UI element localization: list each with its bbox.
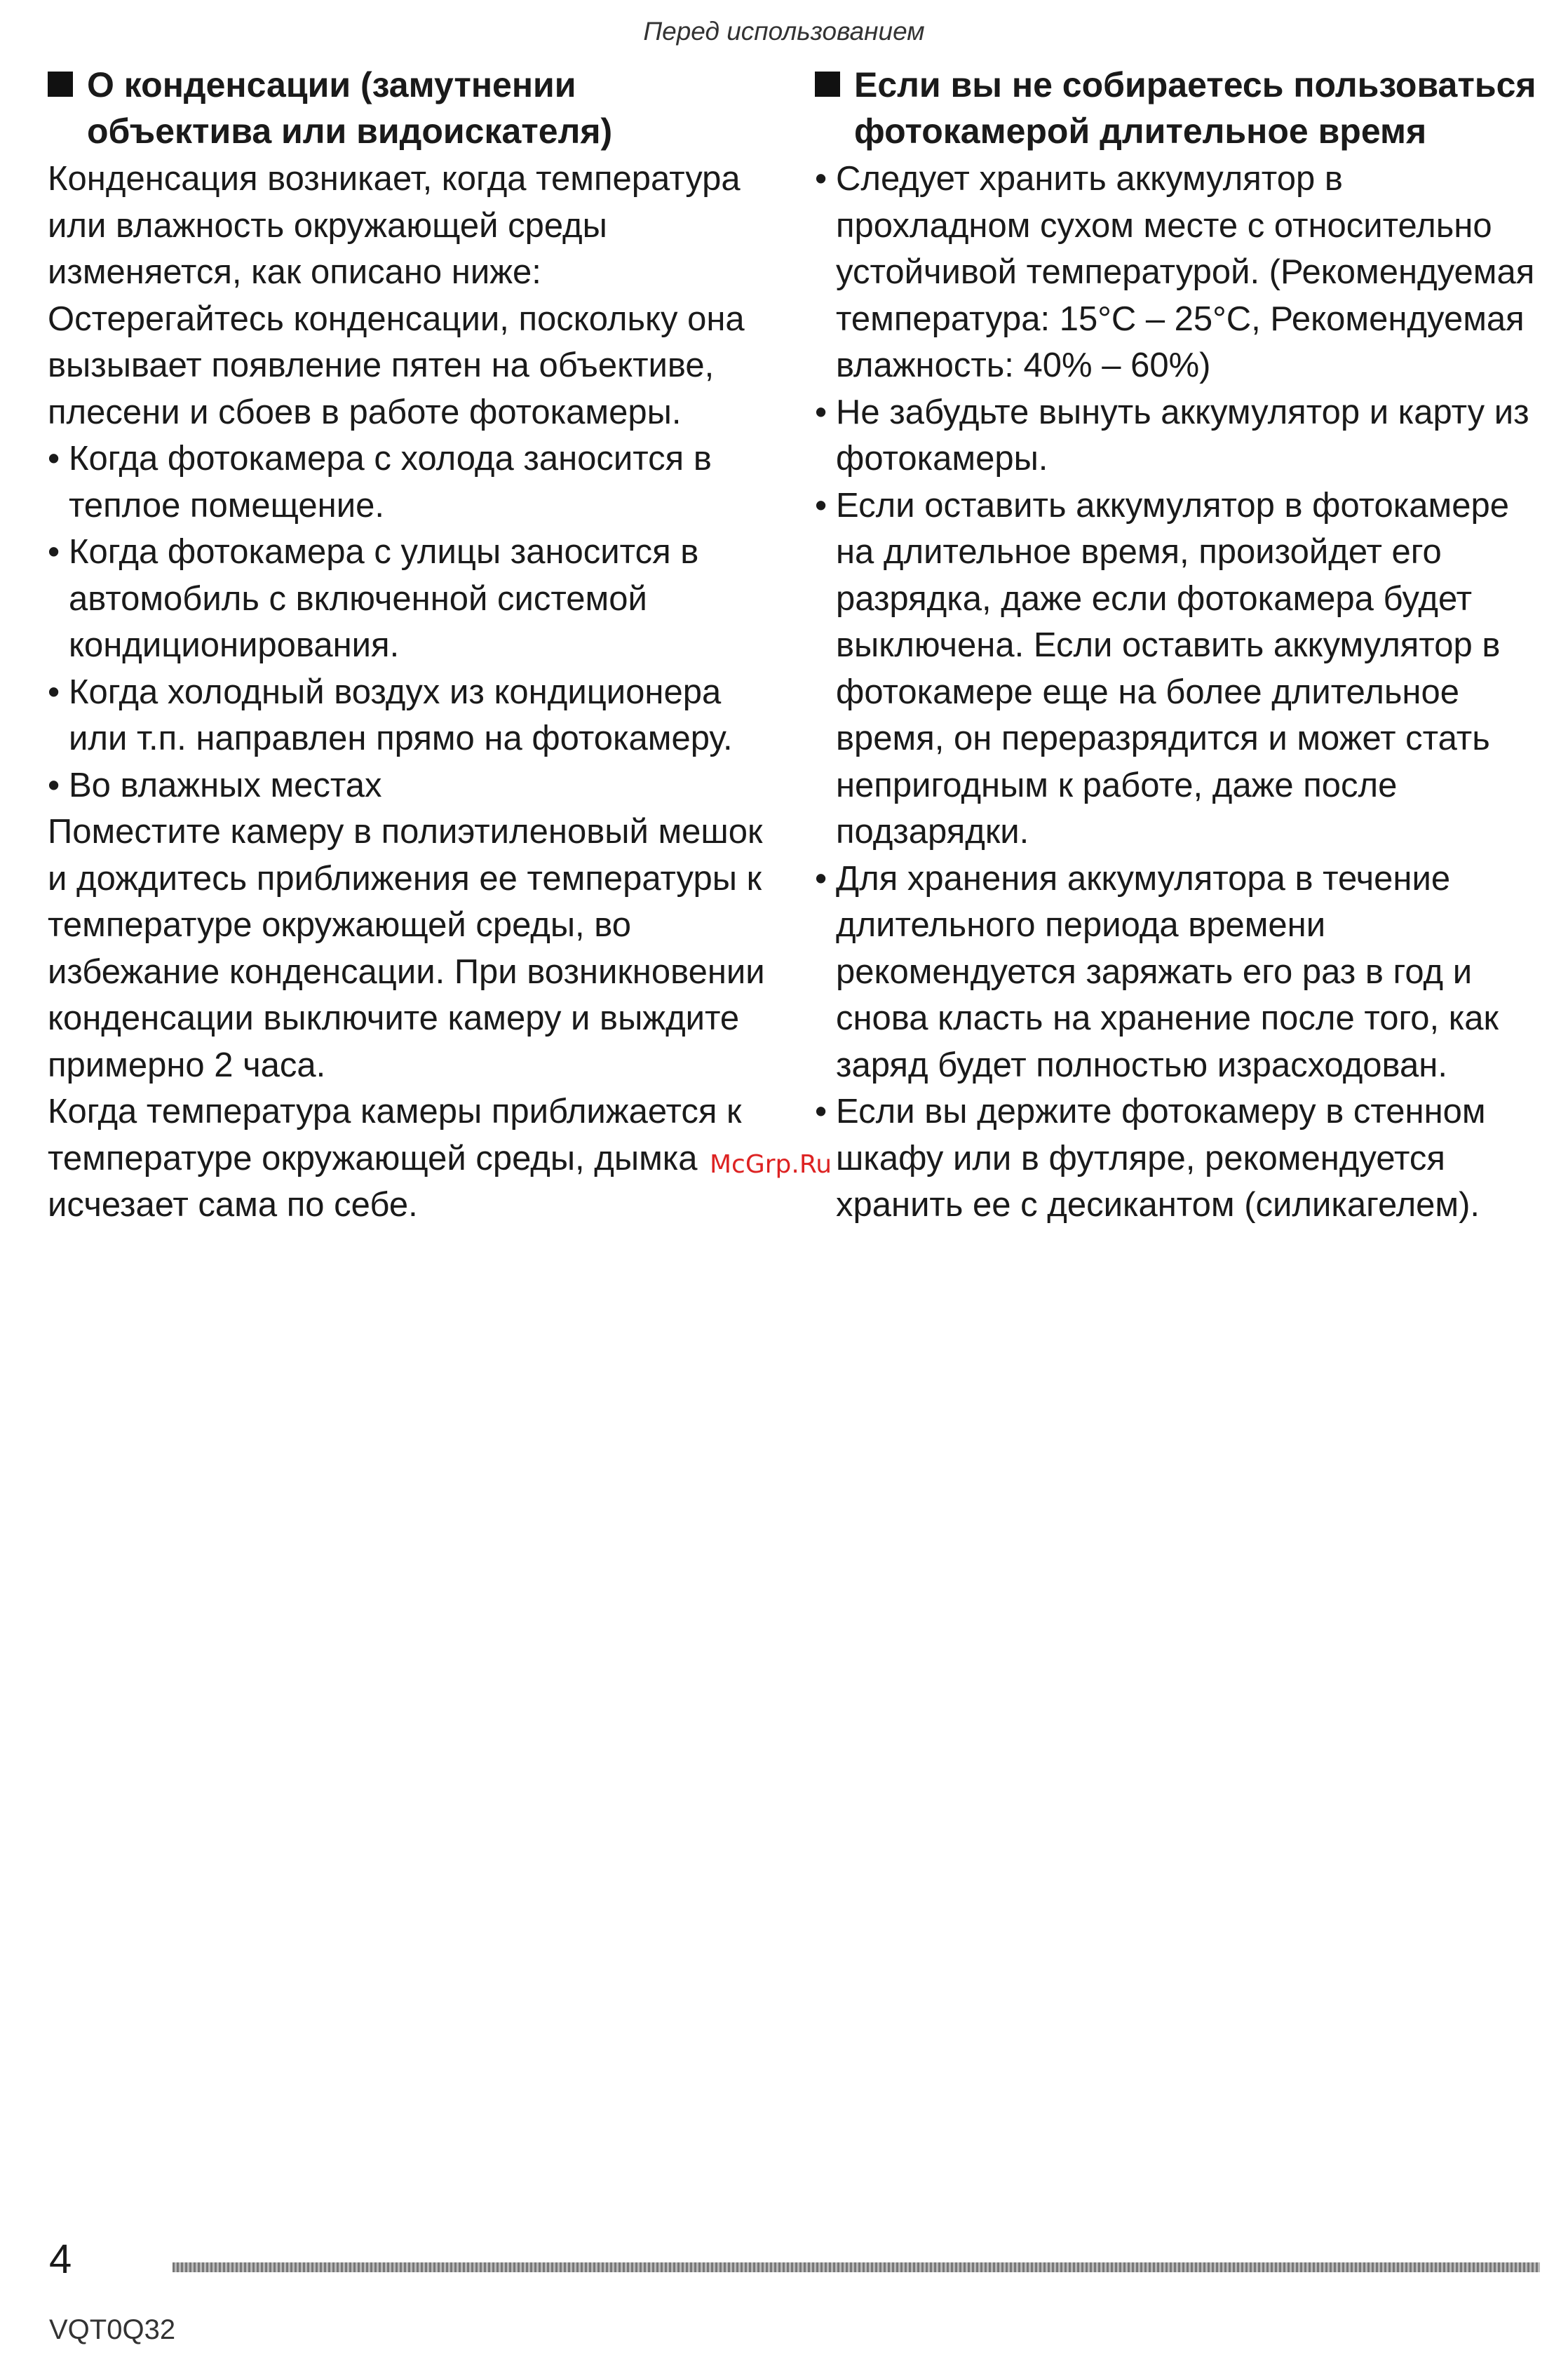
condensation-warning: Остерегайтесь конденсации, поскольку она вызывает появление пятен на объективе, плесени и сбоев в работе фотокамеры. [48, 299, 745, 431]
page-header: Перед использованием [643, 17, 925, 46]
watermark: McGrp.Ru [710, 1150, 832, 1179]
condensation-advice: Поместите камеру в полиэтиленовый мешок и дождитесь приближения ее температуры к температуре окружающей среды, во избежание конденсации. При возникновении конденсации выключите камеру и выждите примерно 2 часа. [48, 813, 765, 1084]
bullet-dot-icon: • [815, 1093, 827, 1131]
storage-heading [815, 62, 1544, 154]
page-number: 4 [49, 2236, 72, 2282]
condensation-bullet-list [48, 436, 770, 809]
list-item: • Когда фотокамера с улицы заносится в автомобиль с включенной системой кондиционирования. [48, 529, 770, 669]
square-bullet-icon [48, 72, 73, 97]
bullet-dot-icon: • [815, 486, 827, 525]
list-item: • Если вы держите фотокамеру в стенном шкафу или в футляре, рекомендуется хранить ее с десикантом (силикагелем). [815, 1088, 1544, 1229]
list-item: • Когда фотокамера с холода заносится в теплое помещение. [48, 436, 770, 529]
list-item: • Для хранения аккумулятора в течение длительного периода времени рекомендуется заряжать его раз в год и снова класть на хранение после того, как заряд будет полностью израсходован. [815, 856, 1544, 1089]
list-item: • Не забудьте вынуть аккумулятор и карту из фотокамеры. [815, 389, 1544, 482]
bullet-dot-icon: • [48, 673, 60, 711]
condensation-closing: Когда температура камеры приближается к температуре окружающей среды, дымка исчезает сама по себе. [48, 1093, 742, 1224]
list-item: • Когда холодный воздух из кондиционера или т.п. направлен прямо на фотокамеру. [48, 669, 770, 762]
bullet-dot-icon: • [48, 440, 60, 478]
list-item: • Следует хранить аккумулятор в прохладном сухом месте с относительно устойчивой температурой. (Рекомендуемая температура: 15°C – 25°C, Рекомендуемая влажность: 40% – 60%) [815, 156, 1544, 389]
condensation-heading [48, 62, 770, 154]
left-column [48, 62, 770, 1229]
bullet-dot-icon: • [48, 533, 60, 571]
right-column [815, 62, 1544, 1229]
footer-rule [173, 2262, 1540, 2272]
bullet-dot-icon: • [815, 160, 827, 198]
bullet-dot-icon: • [815, 859, 827, 898]
condensation-heading-text: О конденсации (замутнении объектива или видоискателя) [87, 65, 613, 151]
list-item: • Во влажных местах [48, 762, 770, 809]
bullet-dot-icon: • [815, 393, 827, 431]
storage-bullet-list [815, 156, 1544, 1229]
storage-heading-text: Если вы не собираетесь пользоваться фотокамерой длительное время [854, 65, 1536, 151]
condensation-intro: Конденсация возникает, когда температура или влажность окружающей среды изменяется, как описано ниже: [48, 160, 741, 291]
list-item: • Если оставить аккумулятор в фотокамере на длительное время, произойдет его разрядка, даже если фотокамера будет выключена. Если оставить аккумулятор в фотокамере еще на более длительное время, он переразрядится и может стать непригодным к работе, даже после подзарядки. [815, 482, 1544, 856]
bullet-dot-icon: • [48, 766, 60, 804]
document-code: VQT0Q32 [49, 2314, 176, 2345]
square-bullet-icon [815, 72, 840, 97]
